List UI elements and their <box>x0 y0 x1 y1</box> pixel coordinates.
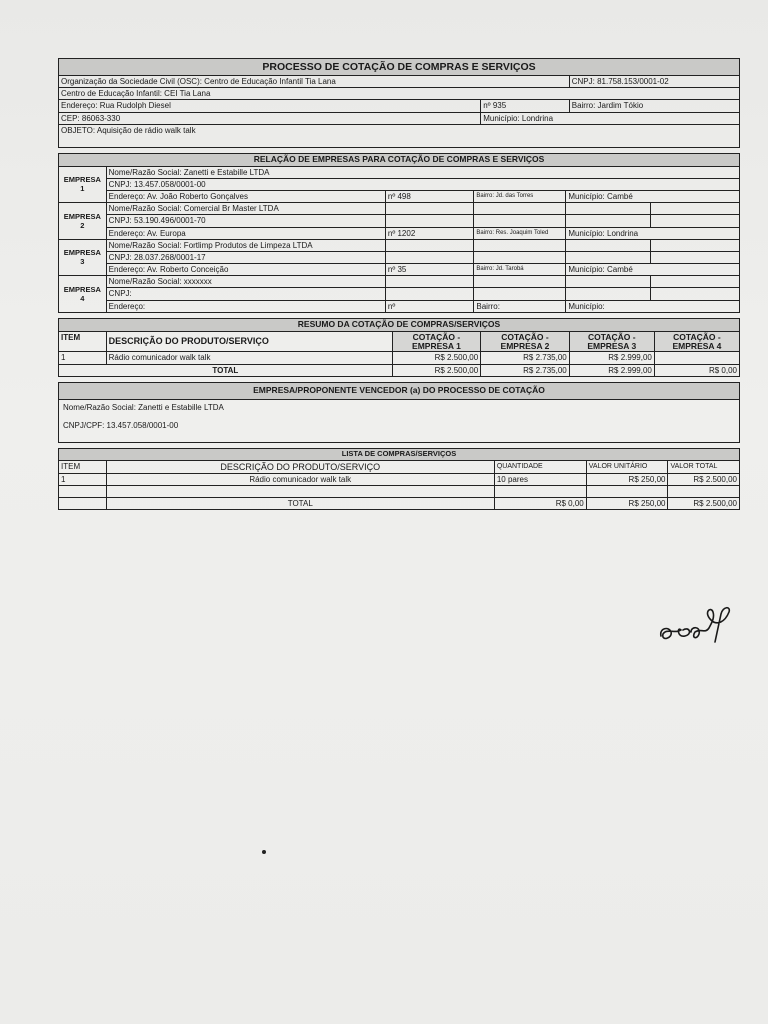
summary-total-e3: R$ 2.999,00 <box>569 364 654 376</box>
company-2-number: nº 1202 <box>385 227 474 239</box>
handwritten-signature <box>655 598 745 653</box>
company-2-cnpj: CNPJ: 53.190.496/0001-70 <box>106 215 385 227</box>
summary-total-label: TOTAL <box>59 364 393 376</box>
list-col-unit: VALOR UNITÁRIO <box>586 460 668 473</box>
company-1-label: EMPRESA 1 <box>59 166 107 203</box>
ink-dot <box>262 850 266 854</box>
summary-col-e2: COTAÇÃO - EMPRESA 2 <box>481 331 570 352</box>
list-row-qtd: 10 pares <box>494 473 586 485</box>
winner-name: Nome/Razão Social: Zanetti e Estabille LTDA <box>63 402 224 412</box>
company-1-name: Nome/Razão Social: Zanetti e Estabille LTDA <box>106 166 739 178</box>
company-2-city: Município: Londrina <box>566 227 740 239</box>
company-3-district: Bairro: Jd. Tarobá <box>474 264 566 276</box>
company-4-district: Bairro: <box>474 300 566 312</box>
company-3-cnpj: CNPJ: 28.037.268/0001-17 <box>106 251 385 263</box>
list-row-total: R$ 2.500,00 <box>668 473 740 485</box>
company-4-city: Município: <box>566 300 740 312</box>
winner-title: EMPRESA/PROPONENTE VENCEDOR (a) DO PROCESSO DE COTAÇÃO <box>59 383 739 399</box>
summary-row-item: 1 <box>59 352 107 364</box>
summary-total-e2: R$ 2.735,00 <box>481 364 570 376</box>
list-col-desc: DESCRIÇÃO DO PRODUTO/SERVIÇO <box>106 460 494 473</box>
summary-col-e1: COTAÇÃO - EMPRESA 1 <box>392 331 481 352</box>
company-3-name: Nome/Razão Social: Fortlimp Produtos de Limpeza LTDA <box>106 239 385 251</box>
summary-col-e3: COTAÇÃO - EMPRESA 3 <box>569 331 654 352</box>
company-3-address: Endereço: Av. Roberto Conceição <box>106 264 385 276</box>
summary-row-e2: R$ 2.735,00 <box>481 352 570 364</box>
list-row-unit: R$ 250,00 <box>586 473 668 485</box>
list-col-qtd: QUANTIDADE <box>494 460 586 473</box>
company-4-number: nº <box>385 300 474 312</box>
companies-title: RELAÇÃO DE EMPRESAS PARA COTAÇÃO DE COMPRAS E SERVIÇOS <box>59 153 740 166</box>
summary-row-e3: R$ 2.999,00 <box>569 352 654 364</box>
company-1-city: Município: Cambé <box>566 190 740 202</box>
objeto-field: OBJETO: Aquisição de rádio walk talk <box>59 124 740 147</box>
company-3-city: Município: Cambé <box>566 264 740 276</box>
company-1-number: nº 498 <box>385 190 474 202</box>
list-title: LISTA DE COMPRAS/SERVIÇOS <box>59 448 740 460</box>
municipio-field: Município: Londrina <box>481 112 740 124</box>
summary-col-desc: DESCRIÇÃO DO PRODUTO/SERVIÇO <box>106 331 392 352</box>
summary-row-desc: Rádio comunicador walk talk <box>106 352 392 364</box>
cep-field: CEP: 86063-330 <box>59 112 481 124</box>
list-row-desc: Rádio comunicador walk talk <box>106 473 494 485</box>
centro-field: Centro de Educação Infantil: CEI Tia Lana <box>59 88 740 100</box>
summary-title: RESUMO DA COTAÇÃO DE COMPRAS/SERVIÇOS <box>59 318 740 331</box>
osc-field: Organização da Sociedade Civil (OSC): Centro de Educação Infantil Tia Lana <box>59 76 570 88</box>
purchase-list-table <box>58 448 740 510</box>
company-3-number: nº 35 <box>385 264 474 276</box>
summary-col-item: ITEM <box>59 331 107 352</box>
company-4-cnpj: CNPJ: <box>106 288 385 300</box>
list-col-item: ITEM <box>59 460 107 473</box>
company-2-district: Bairro: Res. Joaquim Toled <box>474 227 566 239</box>
header-table <box>58 58 740 148</box>
company-2-name: Nome/Razão Social: Comercial Br Master LTDA <box>106 203 385 215</box>
summary-col-e4: COTAÇÃO - EMPRESA 4 <box>654 331 739 352</box>
summary-row-e1: R$ 2.500,00 <box>392 352 481 364</box>
quote-document <box>58 58 740 515</box>
summary-table <box>58 318 740 377</box>
companies-table <box>58 153 740 313</box>
company-1-cnpj: CNPJ: 13.457.058/0001-00 <box>106 178 739 190</box>
summary-total-e1: R$ 2.500,00 <box>392 364 481 376</box>
cnpj-field: CNPJ: 81.758.153/0001-02 <box>569 76 739 88</box>
list-col-total: VALOR TOTAL <box>668 460 740 473</box>
list-total-label: TOTAL <box>106 498 494 510</box>
list-total-unit: R$ 250,00 <box>586 498 668 510</box>
company-2-address: Endereço: Av. Europa <box>106 227 385 239</box>
winner-box <box>58 382 740 443</box>
list-total-total: R$ 2.500,00 <box>668 498 740 510</box>
bairro-field: Bairro: Jardim Tókio <box>569 100 739 112</box>
company-4-name: Nome/Razão Social: xxxxxxx <box>106 276 385 288</box>
list-total-qtd: R$ 0,00 <box>494 498 586 510</box>
numero-field: nº 935 <box>481 100 570 112</box>
summary-total-e4: R$ 0,00 <box>654 364 739 376</box>
winner-cnpj: CNPJ/CPF: 13.457.058/0001-00 <box>63 420 179 430</box>
company-3-label: EMPRESA 3 <box>59 239 107 276</box>
endereco-field: Endereço: Rua Rudolph Diesel <box>59 100 481 112</box>
company-2-label: EMPRESA 2 <box>59 203 107 240</box>
company-4-address: Endereço: <box>106 300 385 312</box>
company-1-address: Endereço: Av. João Roberto Gonçalves <box>106 190 385 202</box>
company-4-label: EMPRESA 4 <box>59 276 107 313</box>
document-title: PROCESSO DE COTAÇÃO DE COMPRAS E SERVIÇOS <box>59 59 740 76</box>
company-1-district: Bairro: Jd. das Torres <box>474 190 566 202</box>
list-row-item: 1 <box>59 473 107 485</box>
